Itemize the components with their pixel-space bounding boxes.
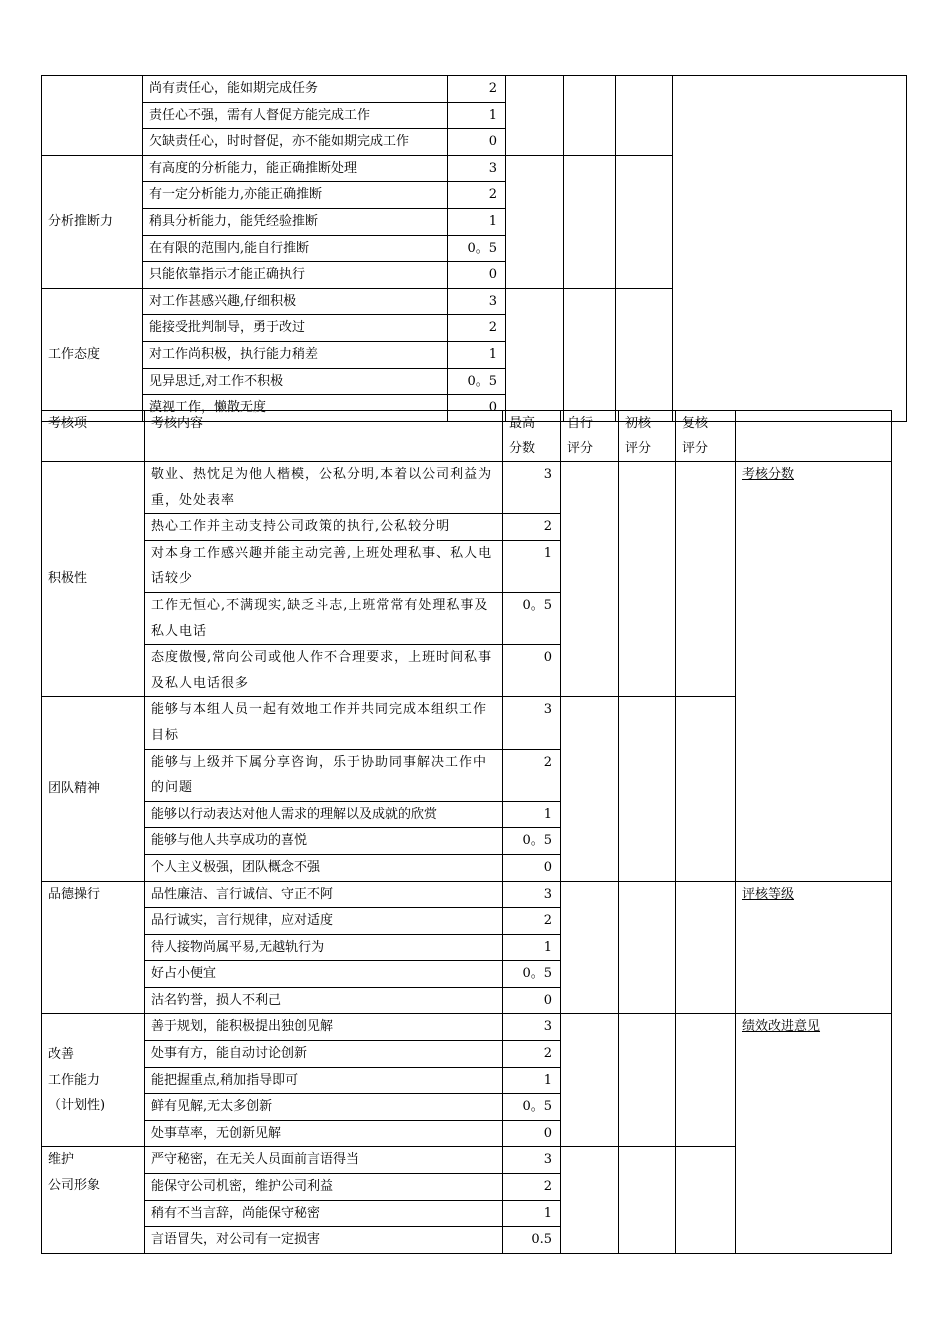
content-cell: 能接受批判制导，勇于改过	[143, 315, 448, 342]
category-cell: 积极性	[42, 462, 145, 697]
table-row	[42, 1014, 892, 1041]
score-cell: 1	[503, 801, 561, 828]
first-score-cell[interactable]	[619, 1014, 676, 1147]
header-content: 考核内容	[145, 411, 503, 462]
header-item: 考核项	[42, 411, 145, 462]
second-score-cell[interactable]	[676, 462, 736, 697]
content-cell: 处事草率，无创新见解	[145, 1120, 503, 1147]
category-cell	[42, 76, 143, 156]
score-cell: 1	[503, 1067, 561, 1094]
score-cell: 0	[448, 129, 506, 156]
notes-cell[interactable]	[673, 76, 907, 422]
content-cell: 能够以行动表达对他人需求的理解以及成就的欣赏	[145, 801, 503, 828]
content-cell: 能够与他人共享成功的喜悦	[145, 828, 503, 855]
score-cell: 1	[448, 208, 506, 235]
content-cell: 能保守公司机密，维护公司利益	[145, 1174, 503, 1201]
score-cell: 0。5	[503, 1094, 561, 1121]
first-score-cell[interactable]	[619, 881, 676, 1014]
score-cell: 1	[448, 341, 506, 368]
score-cell: 3	[503, 1147, 561, 1174]
content-cell: 见异思迁,对工作不积极	[143, 368, 448, 395]
content-cell: 个人主义极强，团队概念不强	[145, 854, 503, 881]
second-score-cell[interactable]	[616, 288, 673, 421]
first-score-cell[interactable]	[564, 288, 616, 421]
score-cell: 1	[503, 934, 561, 961]
self-score-cell[interactable]	[561, 462, 619, 697]
header-row	[42, 411, 892, 462]
second-score-cell[interactable]	[676, 1147, 736, 1253]
improvement-cell[interactable]	[736, 1014, 892, 1253]
category-cell: 维护 公司形象	[42, 1147, 145, 1253]
improvement-label: 绩效改进意见	[742, 1019, 821, 1035]
score-cell: 0.5	[503, 1227, 561, 1254]
self-score-cell[interactable]	[506, 76, 564, 156]
score-cell: 0	[503, 987, 561, 1014]
self-score-cell[interactable]	[561, 697, 619, 881]
score-cell: 0	[503, 1120, 561, 1147]
first-score-cell[interactable]	[564, 155, 616, 288]
content-cell: 热心工作并主动支持公司政策的执行,公私较分明	[145, 514, 503, 541]
content-cell: 有一定分析能力,亦能正确推断	[143, 182, 448, 209]
table-row	[42, 76, 907, 103]
content-cell: 好占小便宜	[145, 961, 503, 988]
content-cell: 责任心不强，需有人督促方能完成工作	[143, 102, 448, 129]
self-score-cell[interactable]	[561, 1014, 619, 1147]
table-row	[42, 881, 892, 908]
score-summary-cell[interactable]	[736, 462, 892, 882]
content-cell: 工作无恒心,不满现实,缺乏斗志,上班常常有处理私事及私人电话	[145, 592, 503, 644]
header-second-score: 复核 评分	[676, 411, 736, 462]
score-cell: 2	[503, 1041, 561, 1068]
self-score-cell[interactable]	[561, 1147, 619, 1253]
category-cell: 工作态度	[42, 288, 143, 421]
header-first-score: 初核 评分	[619, 411, 676, 462]
score-cell: 0	[448, 395, 506, 422]
category-cell: 团队精神	[42, 697, 145, 881]
header-max-score: 最高 分数	[503, 411, 561, 462]
first-score-cell[interactable]	[564, 76, 616, 156]
content-cell: 在有限的范围内,能自行推断	[143, 235, 448, 262]
content-cell: 品行诚实，言行规律，应对适度	[145, 908, 503, 935]
score-cell: 3	[448, 288, 506, 315]
score-cell: 2	[503, 514, 561, 541]
content-cell: 对工作甚感兴趣,仔细积极	[143, 288, 448, 315]
score-cell: 0	[503, 645, 561, 697]
content-cell: 对工作尚积极，执行能力稍差	[143, 341, 448, 368]
content-cell: 态度傲慢,常向公司或他人作不合理要求，上班时间私事及私人电话很多	[145, 645, 503, 697]
content-cell: 待人接物尚属平易,无越轨行为	[145, 934, 503, 961]
score-cell: 0。5	[503, 592, 561, 644]
category-cell: 分析推断力	[42, 155, 143, 288]
score-cell: 2	[448, 182, 506, 209]
first-score-cell[interactable]	[619, 462, 676, 697]
upper-evaluation-table	[41, 75, 907, 422]
first-score-cell[interactable]	[619, 697, 676, 881]
content-cell: 只能依靠指示才能正确执行	[143, 262, 448, 289]
score-cell: 1	[448, 102, 506, 129]
header-side	[736, 411, 892, 462]
score-cell: 1	[503, 1200, 561, 1227]
content-cell: 品性廉洁、言行诚信、守正不阿	[145, 881, 503, 908]
second-score-cell[interactable]	[616, 155, 673, 288]
self-score-cell[interactable]	[561, 881, 619, 1014]
category-cell: 品德操行	[42, 881, 145, 1014]
content-cell: 能把握重点,稍加指导即可	[145, 1067, 503, 1094]
score-cell: 2	[503, 1174, 561, 1201]
score-cell: 2	[503, 908, 561, 935]
score-cell: 3	[448, 155, 506, 182]
content-cell: 严守秘密，在无关人员面前言语得当	[145, 1147, 503, 1174]
table-row	[42, 462, 892, 514]
second-score-cell[interactable]	[676, 1014, 736, 1147]
lower-evaluation-table	[41, 410, 892, 1254]
content-cell: 尚有责任心，能如期完成任务	[143, 76, 448, 103]
content-cell: 欠缺责任心，时时督促，亦不能如期完成工作	[143, 129, 448, 156]
score-cell: 0。5	[503, 961, 561, 988]
content-cell: 稍有不当言辞，尚能保守秘密	[145, 1200, 503, 1227]
content-cell: 鲜有见解,无太多创新	[145, 1094, 503, 1121]
score-cell: 3	[503, 462, 561, 514]
first-score-cell[interactable]	[619, 1147, 676, 1253]
content-cell: 能够与上级并下属分享咨询，乐于协助同事解决工作中的问题	[145, 749, 503, 801]
content-cell: 言语冒失，对公司有一定损害	[145, 1227, 503, 1254]
content-cell: 沽名钓誉，损人不利己	[145, 987, 503, 1014]
content-cell: 敬业、热忱足为他人楷模，公私分明,本着以公司利益为重，处处表率	[145, 462, 503, 514]
score-cell: 3	[503, 1014, 561, 1041]
score-cell: 2	[448, 315, 506, 342]
content-cell: 稍具分析能力，能凭经验推断	[143, 208, 448, 235]
score-cell: 0	[503, 854, 561, 881]
score-cell: 0。5	[448, 235, 506, 262]
content-cell: 处事有方，能自动讨论创新	[145, 1041, 503, 1068]
score-cell: 0。5	[503, 828, 561, 855]
second-score-cell[interactable]	[616, 76, 673, 156]
content-cell: 能够与本组人员一起有效地工作并共同完成本组织工作目标	[145, 697, 503, 749]
score-cell: 1	[503, 540, 561, 592]
score-cell: 0。5	[448, 368, 506, 395]
grade-cell[interactable]	[736, 881, 892, 1014]
second-score-cell[interactable]	[676, 697, 736, 881]
self-score-cell[interactable]	[506, 155, 564, 288]
score-cell: 2	[503, 749, 561, 801]
score-cell: 2	[448, 76, 506, 103]
score-summary-label: 考核分数	[742, 467, 795, 482]
content-cell: 有高度的分析能力，能正确推断处理	[143, 155, 448, 182]
self-score-cell[interactable]	[506, 288, 564, 421]
category-cell: 改善 工作能力 （计划性)	[42, 1014, 145, 1147]
score-cell: 3	[503, 881, 561, 908]
score-cell: 0	[448, 262, 506, 289]
content-cell: 漠视工作，懒散无度	[143, 395, 448, 422]
content-cell: 善于规划，能积极提出独创见解	[145, 1014, 503, 1041]
second-score-cell[interactable]	[676, 881, 736, 1014]
header-self-score: 自行 评分	[561, 411, 619, 462]
score-cell: 3	[503, 697, 561, 749]
content-cell: 对本身工作感兴趣并能主动完善,上班处理私事、私人电话较少	[145, 540, 503, 592]
grade-label: 评核等级	[742, 886, 795, 902]
